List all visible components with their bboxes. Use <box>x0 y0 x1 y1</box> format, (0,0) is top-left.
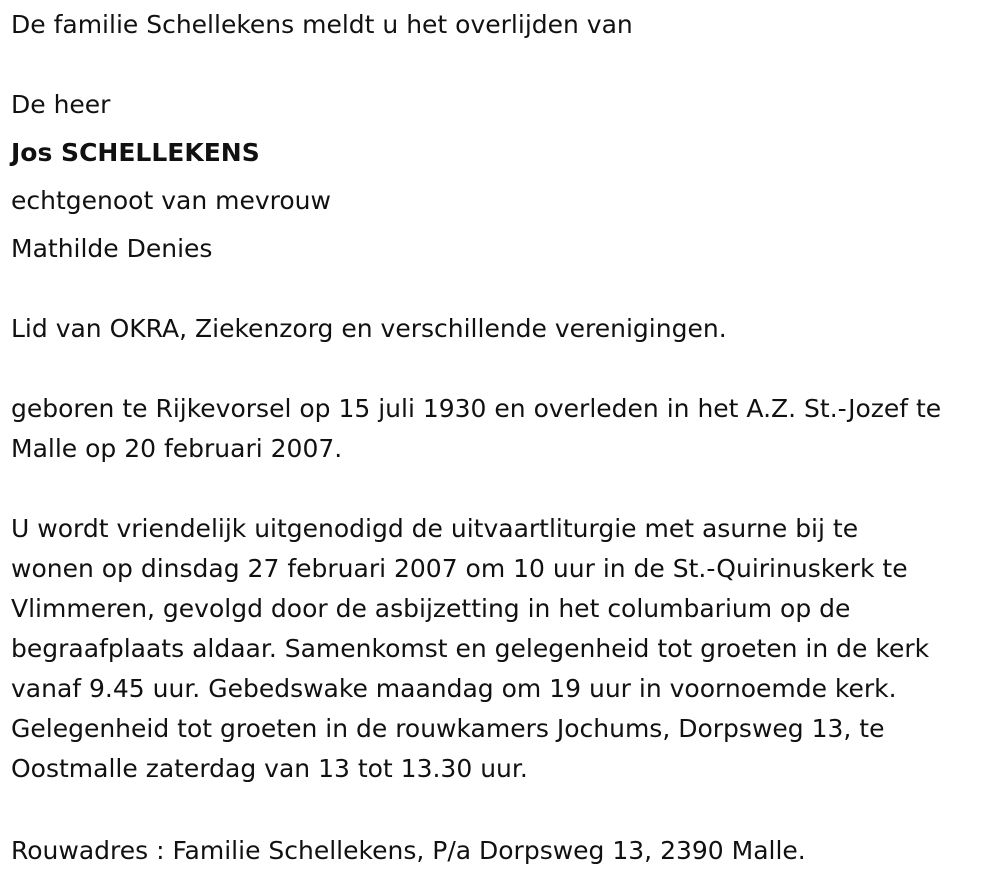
spouse-name: Mathilde Denies <box>11 234 213 263</box>
deceased-name: Jos SCHELLEKENS <box>11 138 260 167</box>
paragraph-line: Gelegenheid tot groeten in de rouwkamers Jochums, Dorpsweg 13, te <box>11 714 885 743</box>
membership-text: Lid van OKRA, Ziekenzorg en verschillende verenigingen. <box>11 314 727 343</box>
paragraph-line: Oostmalle zaterdag van 13 tot 13.30 uur. <box>11 754 528 783</box>
mourning-address: Rouwadres : Familie Schellekens, P/a Dorpsweg 13, 2390 Malle. <box>11 836 806 865</box>
funeral-paragraph <box>11 509 929 789</box>
paragraph-line: Vlimmeren, gevolgd door de asbijzetting in het columbarium op de <box>11 594 851 623</box>
paragraph-line: U wordt vriendelijk uitgenodigd de uitvaartliturgie met asurne bij te <box>11 514 859 543</box>
paragraph-line: Malle op 20 februari 2007. <box>11 434 343 463</box>
paragraph-line: begraafplaats aldaar. Samenkomst en gelegenheid tot groeten in de kerk <box>11 634 930 663</box>
intro-text: De familie Schellekens meldt u het overlijden van <box>11 10 633 39</box>
honorific: De heer <box>11 90 111 119</box>
paragraph-line: wonen op dinsdag 27 februari 2007 om 10 uur in de St.-Quirinuskerk te <box>11 554 908 583</box>
birth-death-paragraph <box>11 389 941 469</box>
paragraph-line: vanaf 9.45 uur. Gebedswake maandag om 19 uur in voornoemde kerk. <box>11 674 897 703</box>
spouse-label: echtgenoot van mevrouw <box>11 186 331 215</box>
paragraph-line: geboren te Rijkevorsel op 15 juli 1930 en overleden in het A.Z. St.-Jozef te <box>11 394 942 423</box>
